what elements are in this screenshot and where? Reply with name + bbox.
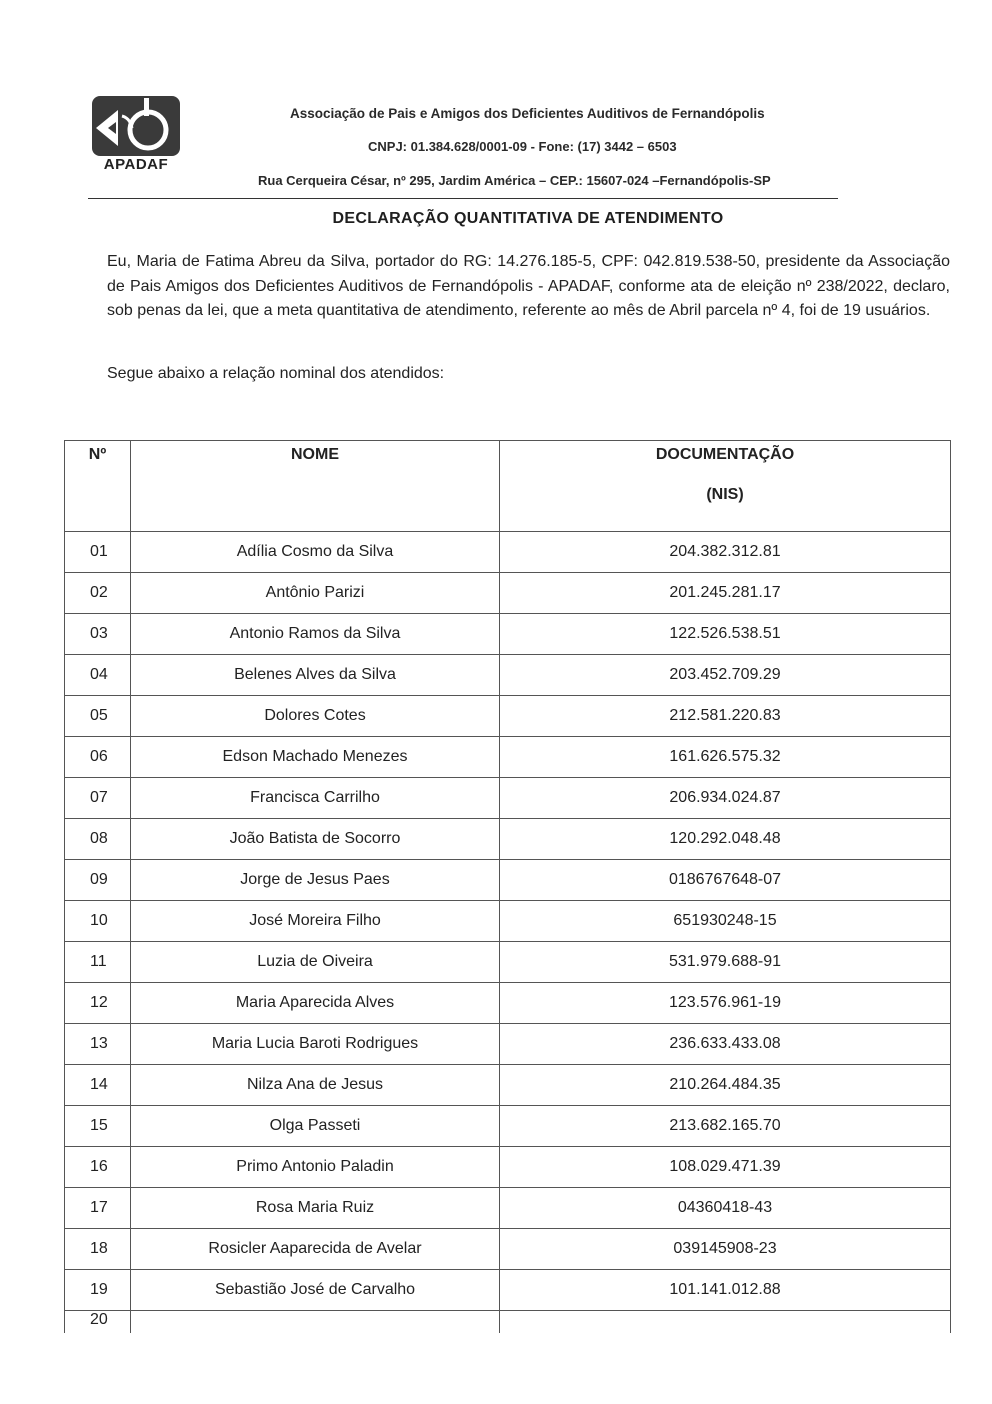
row-nis: 531.979.688-91 (500, 942, 951, 983)
row-number: 07 (65, 778, 131, 819)
attendees-table (64, 440, 950, 1333)
row-number: 10 (65, 901, 131, 942)
table-row (65, 1065, 951, 1106)
organization-name: Associação de Pais e Amigos dos Deficientes Auditivos de Fernandópolis (290, 106, 765, 121)
table-row (65, 983, 951, 1024)
table-row (65, 614, 951, 655)
header-documentacao: DOCUMENTAÇÃO (NIS) (500, 441, 951, 532)
table-row (65, 532, 951, 573)
row-nis: 122.526.538.51 (500, 614, 951, 655)
table-body (65, 532, 951, 1334)
header-num: Nº (65, 441, 131, 532)
table-row (65, 819, 951, 860)
row-name: Maria Aparecida Alves (131, 983, 500, 1024)
list-intro: Segue abaixo a relação nominal dos atendidos: (107, 365, 445, 382)
organization-address: Rua Cerqueira César, nº 295, Jardim América – CEP.: 15607-024 –Fernandópolis-SP (258, 173, 771, 188)
row-name: Luzia de Oiveira (131, 942, 500, 983)
row-number: 16 (65, 1147, 131, 1188)
row-name: Nilza Ana de Jesus (131, 1065, 500, 1106)
row-name: Olga Passeti (131, 1106, 500, 1147)
table-row (65, 901, 951, 942)
table-row (65, 573, 951, 614)
row-number: 15 (65, 1106, 131, 1147)
row-number: 13 (65, 1024, 131, 1065)
row-number: 11 (65, 942, 131, 983)
row-nis: 236.633.433.08 (500, 1024, 951, 1065)
header-nome: NOME (131, 441, 500, 532)
ear-logo-icon (88, 94, 184, 160)
row-name: Antonio Ramos da Silva (131, 614, 500, 655)
row-nis: 651930248-15 (500, 901, 951, 942)
row-nis: 210.264.484.35 (500, 1065, 951, 1106)
row-name: Antônio Parizi (131, 573, 500, 614)
row-name: Francisca Carrilho (131, 778, 500, 819)
row-name: José Moreira Filho (131, 901, 500, 942)
table-row (65, 860, 951, 901)
row-number: 03 (65, 614, 131, 655)
row-name: João Batista de Socorro (131, 819, 500, 860)
row-nis: 120.292.048.48 (500, 819, 951, 860)
row-number: 20 (65, 1311, 131, 1334)
row-nis: 201.245.281.17 (500, 573, 951, 614)
row-name: Sebastião José de Carvalho (131, 1270, 500, 1311)
table-row (65, 778, 951, 819)
row-name: Maria Lucia Baroti Rodrigues (131, 1024, 500, 1065)
row-nis: 213.682.165.70 (500, 1106, 951, 1147)
row-name: Primo Antonio Paladin (131, 1147, 500, 1188)
row-name (131, 1311, 500, 1334)
row-nis: 204.382.312.81 (500, 532, 951, 573)
table-row (65, 1024, 951, 1065)
row-name: Dolores Cotes (131, 696, 500, 737)
table-row (65, 1188, 951, 1229)
row-nis: 039145908-23 (500, 1229, 951, 1270)
row-nis: 206.934.024.87 (500, 778, 951, 819)
row-number: 19 (65, 1270, 131, 1311)
row-nis: 203.452.709.29 (500, 655, 951, 696)
row-nis: 101.141.012.88 (500, 1270, 951, 1311)
row-nis: 04360418-43 (500, 1188, 951, 1229)
row-number: 12 (65, 983, 131, 1024)
row-number: 02 (65, 573, 131, 614)
document-title: DECLARAÇÃO QUANTITATIVA DE ATENDIMENTO (332, 210, 724, 227)
row-name: Adília Cosmo da Silva (131, 532, 500, 573)
table-row (65, 1270, 951, 1311)
table-row (65, 1311, 951, 1334)
table-row (65, 1106, 951, 1147)
row-nis: 212.581.220.83 (500, 696, 951, 737)
header-divider (88, 198, 838, 199)
row-number: 05 (65, 696, 131, 737)
row-number: 17 (65, 1188, 131, 1229)
row-nis (500, 1311, 951, 1334)
logo-text: APADAF (103, 156, 169, 173)
row-number: 01 (65, 532, 131, 573)
table-header-row (65, 441, 951, 532)
row-nis: 108.029.471.39 (500, 1147, 951, 1188)
organization-cnpj: CNPJ: 01.384.628/0001-09 - Fone: (17) 3442 – 6503 (368, 139, 677, 154)
table-row (65, 696, 951, 737)
table-row (65, 942, 951, 983)
row-number: 14 (65, 1065, 131, 1106)
row-name: Rosicler Aaparecida de Avelar (131, 1229, 500, 1270)
row-name: Jorge de Jesus Paes (131, 860, 500, 901)
row-number: 04 (65, 655, 131, 696)
row-name: Edson Machado Menezes (131, 737, 500, 778)
row-nis: 123.576.961-19 (500, 983, 951, 1024)
table-row (65, 1147, 951, 1188)
row-nis: 0186767648-07 (500, 860, 951, 901)
row-number: 09 (65, 860, 131, 901)
row-number: 18 (65, 1229, 131, 1270)
table-row (65, 1229, 951, 1270)
row-number: 06 (65, 737, 131, 778)
row-number: 08 (65, 819, 131, 860)
row-nis: 161.626.575.32 (500, 737, 951, 778)
intro-paragraph: Eu, Maria de Fatima Abreu da Silva, portador do RG: 14.276.185-5, CPF: 042.819.538-50, presidente da Associação de Pais Amigos dos Deficientes Auditivos de Fernandópolis - APADAF, conforme ata de eleição nº 238/2022, declaro, sob penas da lei, que a meta quantitativa de atendimento, referente ao mês de Abril parcela nº 4, foi de 19 usuários. (107, 253, 950, 319)
row-name: Belenes Alves da Silva (131, 655, 500, 696)
table-row (65, 655, 951, 696)
table-row (65, 737, 951, 778)
row-name: Rosa Maria Ruiz (131, 1188, 500, 1229)
apadaf-logo (88, 94, 184, 178)
